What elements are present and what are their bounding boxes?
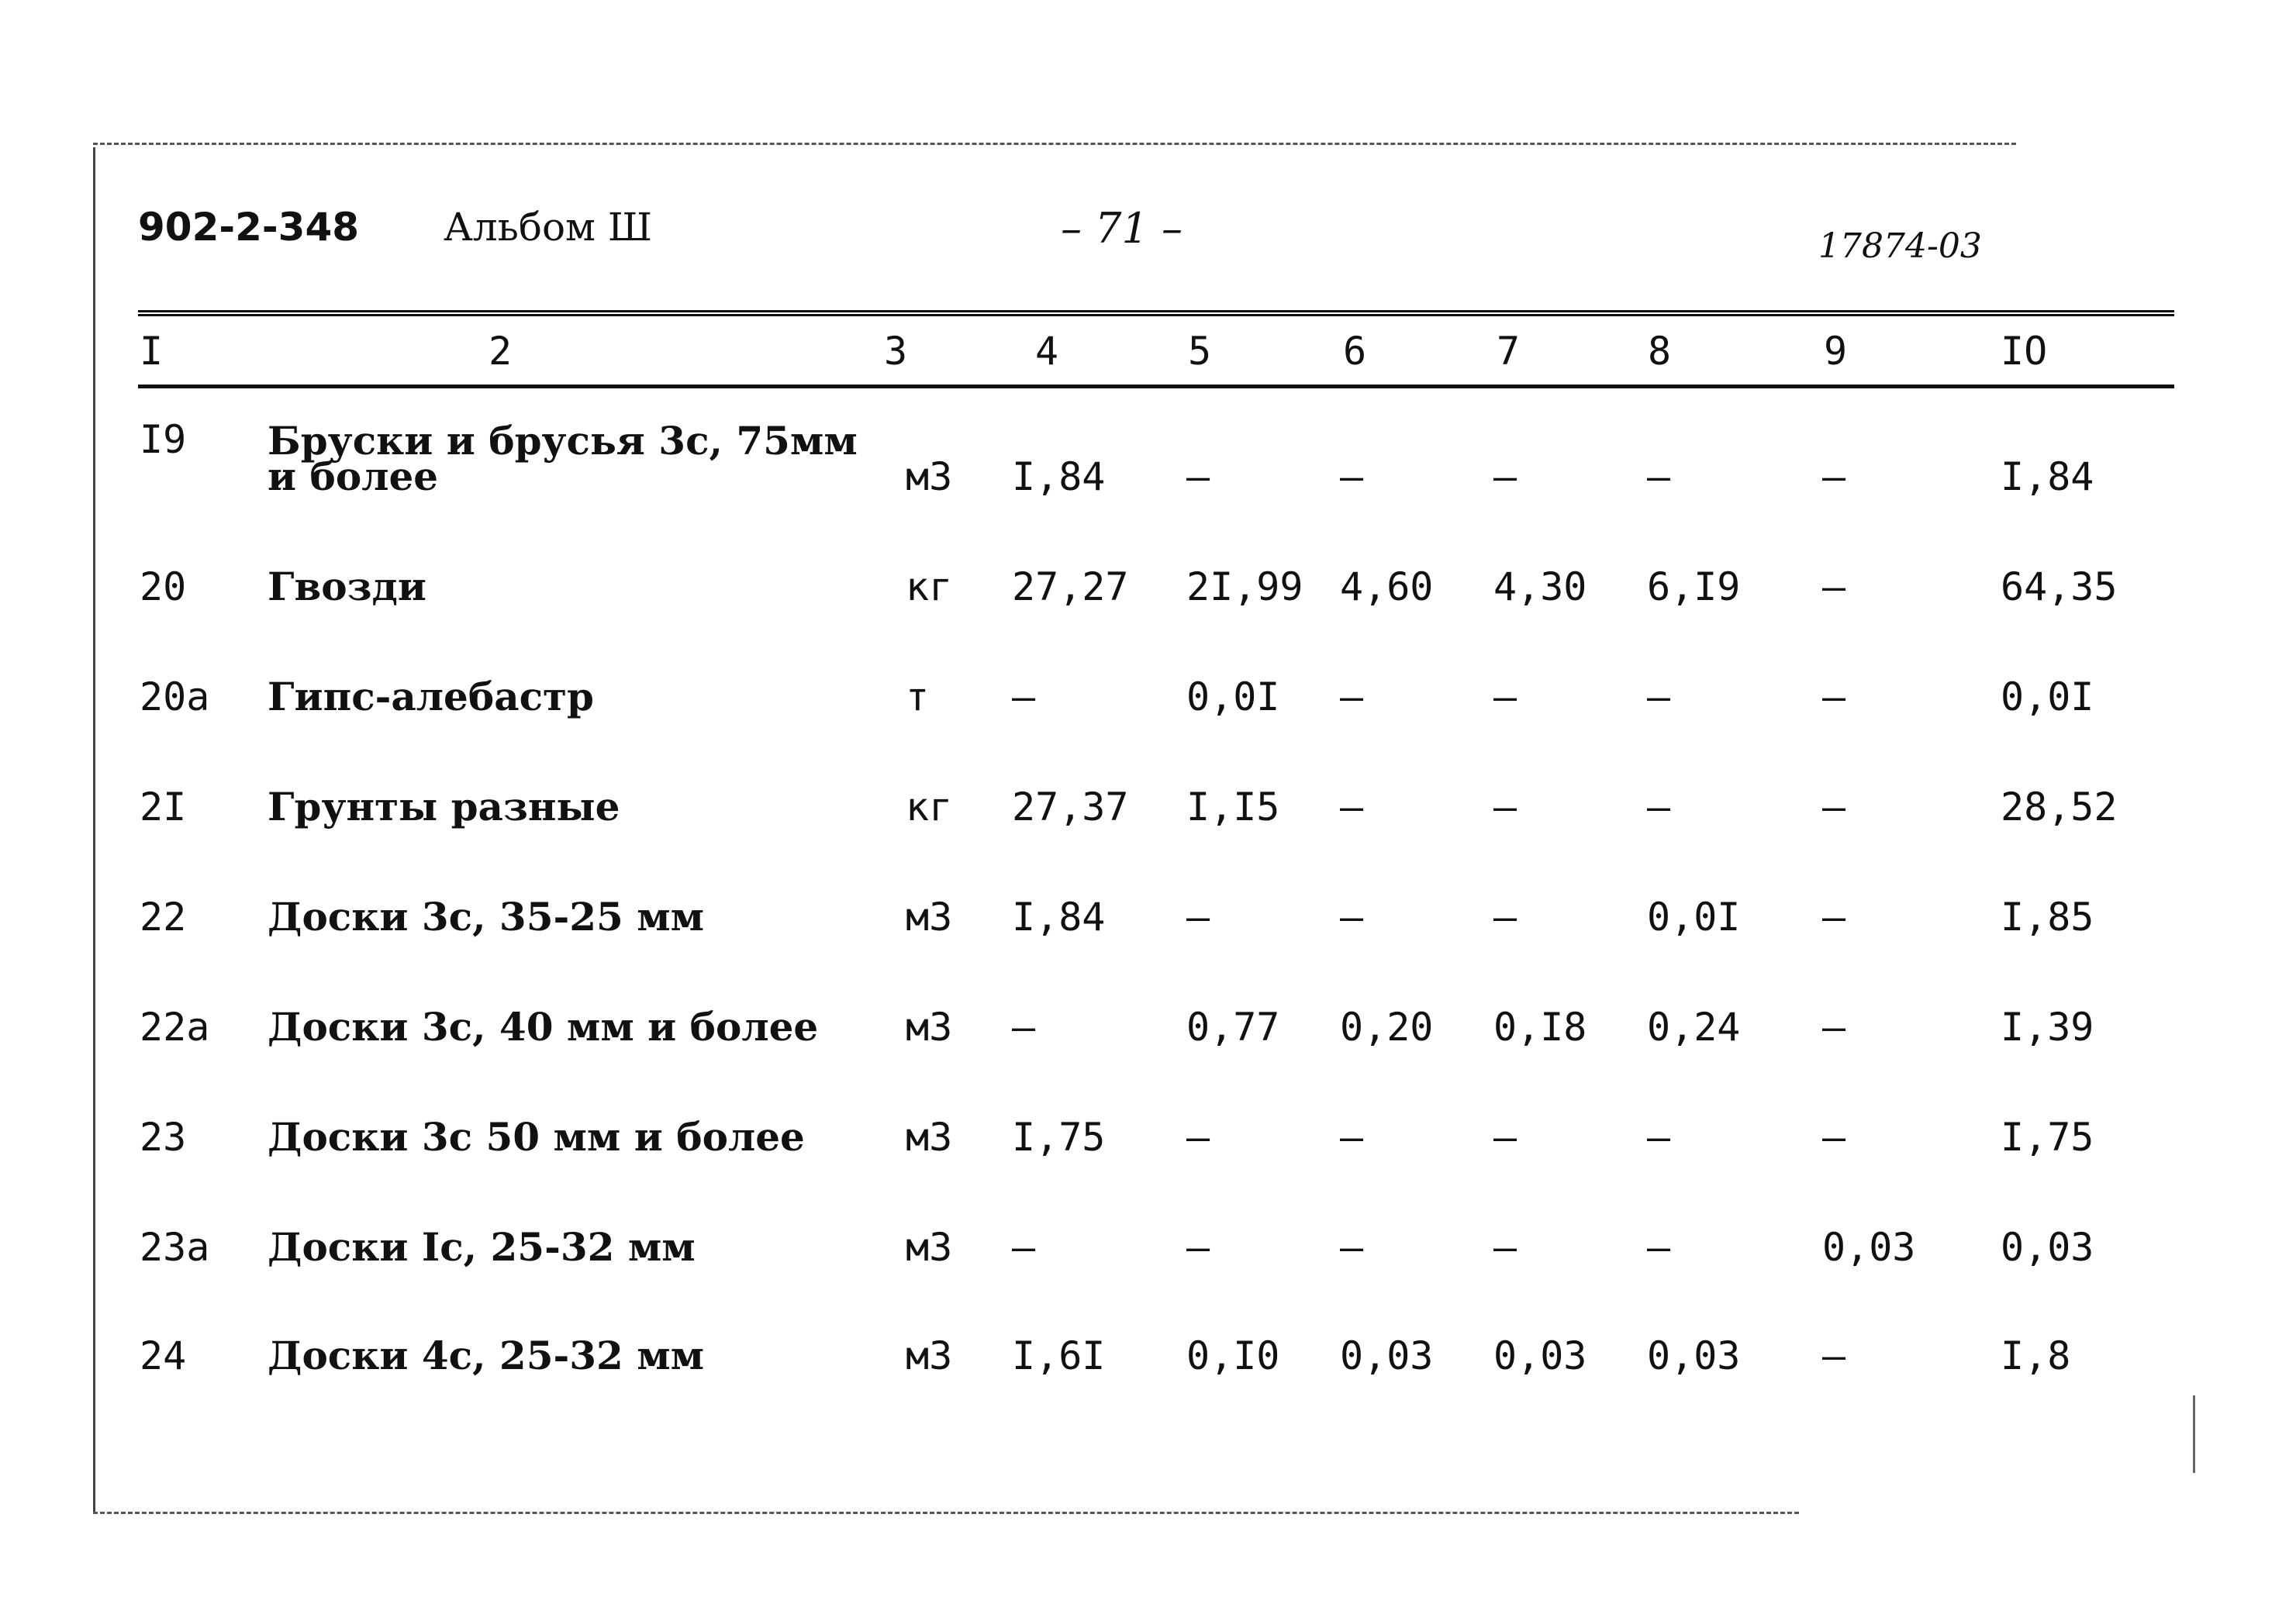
value-col-7: – xyxy=(1493,1115,1517,1160)
value-col-9: – xyxy=(1822,1333,1846,1378)
value-col-10: I,85 xyxy=(2001,895,2094,940)
value-col-8: – xyxy=(1647,1115,1671,1160)
value-col-7: – xyxy=(1493,1225,1517,1270)
material-name-line1: Бруски и брусья 3с, 75мм xyxy=(268,418,858,464)
column-header-10: IO xyxy=(2001,329,2048,374)
value-col-8: – xyxy=(1647,674,1671,719)
value-col-6: – xyxy=(1340,1225,1364,1270)
value-col-7: 0,03 xyxy=(1493,1333,1587,1378)
value-col-4: 27,27 xyxy=(1012,564,1129,609)
value-col-10: 0,03 xyxy=(2001,1225,2094,1270)
handwritten-number: 17874-03 xyxy=(1818,226,1982,266)
column-header-7: 7 xyxy=(1497,329,1521,374)
page-border-right xyxy=(2193,1395,2195,1473)
value-col-4: – xyxy=(1012,1225,1036,1270)
material-name: Доски 3с, 40 мм и более xyxy=(268,1004,819,1050)
value-col-6: – xyxy=(1340,785,1364,829)
value-col-5: – xyxy=(1186,895,1210,940)
value-col-7: – xyxy=(1493,785,1517,829)
value-col-6: 4,60 xyxy=(1340,564,1434,609)
column-header-2: 2 xyxy=(489,329,513,374)
value-col-6: 0,03 xyxy=(1340,1333,1434,1378)
value-col-6: – xyxy=(1340,1115,1364,1160)
table-top-rule xyxy=(138,310,2174,319)
column-header-5: 5 xyxy=(1188,329,1212,374)
value-col-8: 0,0I xyxy=(1647,895,1741,940)
value-col-5: 0,I0 xyxy=(1186,1333,1280,1378)
row-number: 23а xyxy=(140,1225,210,1270)
value-col-5: – xyxy=(1186,454,1210,499)
value-col-8: – xyxy=(1647,785,1671,829)
row-number: 23 xyxy=(140,1115,187,1160)
value-col-9: – xyxy=(1822,1115,1846,1160)
album-label: Альбом Ш xyxy=(444,205,652,250)
value-col-5: I,I5 xyxy=(1186,785,1280,829)
value-col-10: I,75 xyxy=(2001,1115,2094,1160)
material-name: Доски Iс, 25-32 мм xyxy=(268,1224,696,1270)
value-col-9: – xyxy=(1822,454,1846,499)
material-name: Гипс-алебастр xyxy=(268,674,594,719)
value-col-7: 0,I8 xyxy=(1493,1005,1587,1050)
value-col-9: 0,03 xyxy=(1822,1225,1916,1270)
row-number: 2I xyxy=(140,785,187,829)
column-header-8: 8 xyxy=(1648,329,1672,374)
value-col-6: 0,20 xyxy=(1340,1005,1434,1050)
value-col-4: – xyxy=(1012,1005,1036,1050)
value-col-8: – xyxy=(1647,1225,1671,1270)
material-name xyxy=(268,418,858,499)
material-name: Доски 3с 50 мм и более xyxy=(268,1114,805,1160)
table-header-rule xyxy=(138,385,2174,388)
material-name: Доски 4с, 25-32 мм xyxy=(268,1333,705,1378)
row-number: 22 xyxy=(140,895,187,940)
value-col-5: – xyxy=(1186,1115,1210,1160)
value-col-9: – xyxy=(1822,674,1846,719)
material-name: Доски 3с, 35-25 мм xyxy=(268,894,705,940)
value-col-8: 0,24 xyxy=(1647,1005,1741,1050)
value-col-6: – xyxy=(1340,895,1364,940)
page-border-bottom xyxy=(93,1512,1799,1514)
value-col-10: I,8 xyxy=(2001,1333,2071,1378)
page-border-left xyxy=(93,147,95,1512)
column-header-6: 6 xyxy=(1343,329,1367,374)
page-number: – 71 – xyxy=(1061,204,1183,253)
value-col-10: 64,35 xyxy=(2001,564,2118,609)
row-number: I9 xyxy=(140,417,187,462)
page-border-top xyxy=(93,143,2016,145)
value-col-9: – xyxy=(1822,564,1846,609)
value-col-4: I,84 xyxy=(1012,895,1106,940)
column-header-3: 3 xyxy=(884,329,908,374)
value-col-9: – xyxy=(1822,1005,1846,1050)
value-col-4: I,84 xyxy=(1012,454,1106,499)
value-col-4: I,75 xyxy=(1012,1115,1106,1160)
value-col-7: – xyxy=(1493,895,1517,940)
unit: м3 xyxy=(906,1333,953,1378)
row-number: 20а xyxy=(140,674,210,719)
value-col-8: 6,I9 xyxy=(1647,564,1741,609)
value-col-9: – xyxy=(1822,785,1846,829)
column-header-9: 9 xyxy=(1824,329,1848,374)
row-number: 22а xyxy=(140,1005,210,1050)
unit: м3 xyxy=(906,454,953,499)
value-col-4: 27,37 xyxy=(1012,785,1129,829)
value-col-10: 0,0I xyxy=(2001,674,2094,719)
material-name-line2: и более xyxy=(268,454,439,499)
value-col-6: – xyxy=(1340,454,1364,499)
unit: м3 xyxy=(906,1225,953,1270)
value-col-5: – xyxy=(1186,1225,1210,1270)
unit: кг xyxy=(906,564,953,609)
value-col-7: – xyxy=(1493,454,1517,499)
row-number: 20 xyxy=(140,564,187,609)
value-col-10: I,84 xyxy=(2001,454,2094,499)
value-col-4: – xyxy=(1012,674,1036,719)
value-col-9: – xyxy=(1822,895,1846,940)
value-col-7: – xyxy=(1493,674,1517,719)
document-code: 902-2-348 xyxy=(138,205,360,250)
value-col-10: 28,52 xyxy=(2001,785,2118,829)
unit: м3 xyxy=(906,1005,953,1050)
value-col-6: – xyxy=(1340,674,1364,719)
row-number: 24 xyxy=(140,1333,187,1378)
value-col-10: I,39 xyxy=(2001,1005,2094,1050)
material-name: Гвозди xyxy=(268,564,426,609)
column-header-1: I xyxy=(140,329,164,374)
value-col-4: I,6I xyxy=(1012,1333,1106,1378)
value-col-5: 2I,99 xyxy=(1186,564,1303,609)
material-name: Грунты разные xyxy=(268,784,620,829)
value-col-7: 4,30 xyxy=(1493,564,1587,609)
value-col-8: 0,03 xyxy=(1647,1333,1741,1378)
unit: м3 xyxy=(906,895,953,940)
unit: м3 xyxy=(906,1115,953,1160)
value-col-5: 0,77 xyxy=(1186,1005,1280,1050)
value-col-8: – xyxy=(1647,454,1671,499)
unit: т xyxy=(906,674,930,719)
value-col-5: 0,0I xyxy=(1186,674,1280,719)
column-header-4: 4 xyxy=(1035,329,1059,374)
unit: кг xyxy=(906,785,953,829)
